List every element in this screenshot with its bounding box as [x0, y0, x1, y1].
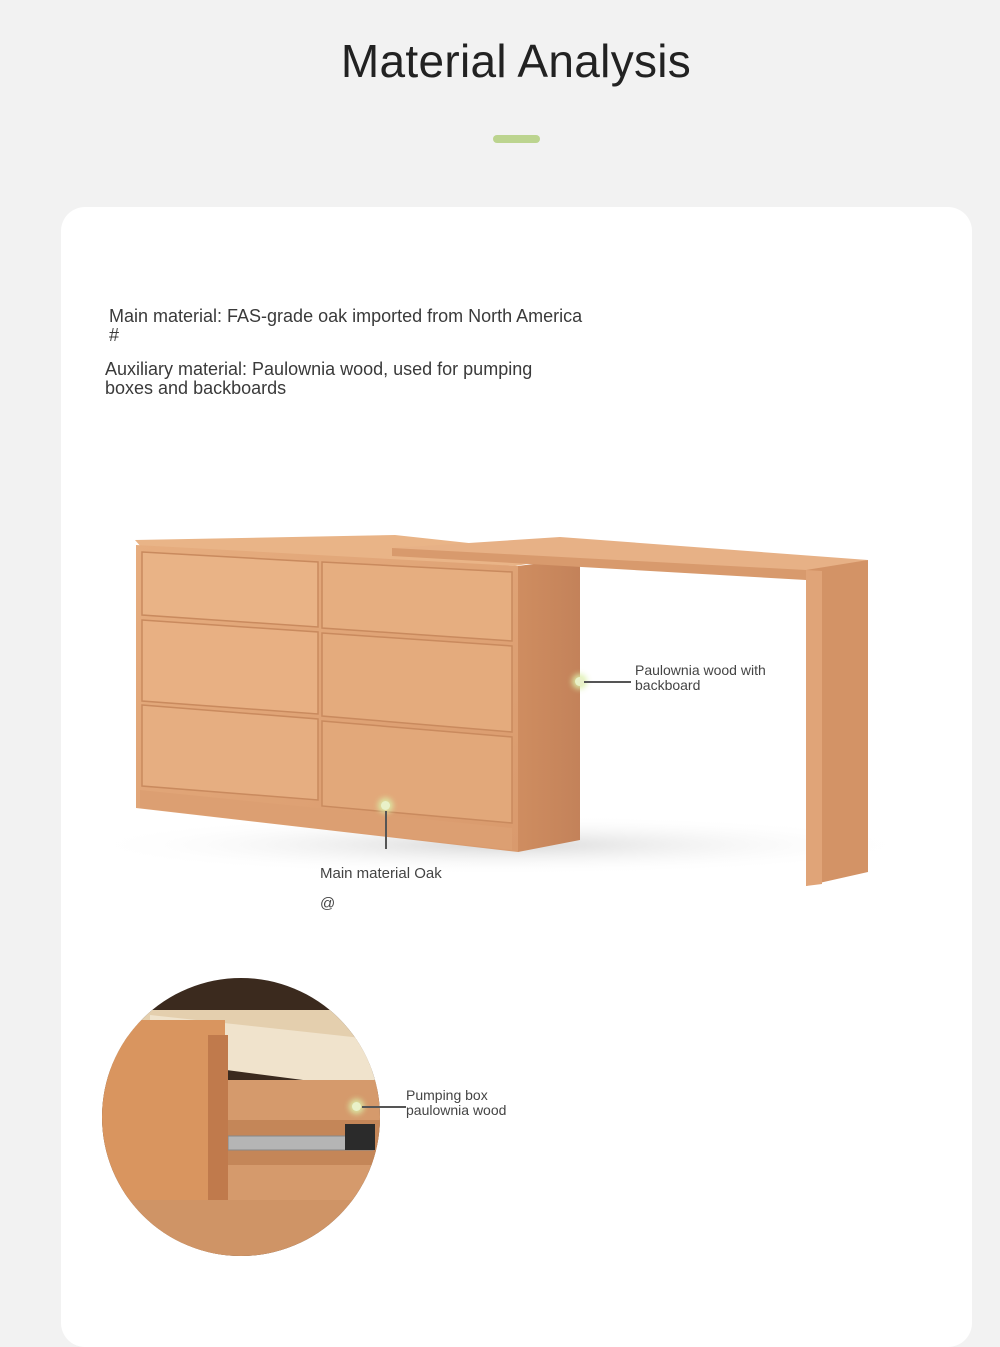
drawer-mid-right	[322, 633, 512, 732]
main-material-oak-label: Main material Oak	[320, 865, 442, 882]
auxiliary-material-text: Auxiliary material: Paulownia wood, used for pumping boxes and backboards	[105, 359, 533, 398]
page-title: Material Analysis	[340, 35, 692, 87]
drawer-top-right	[322, 562, 512, 641]
desk-leg-front	[806, 570, 822, 886]
pumping-box-marker-dot	[352, 1102, 361, 1111]
oak-marker-dot	[381, 801, 390, 810]
backboard-leader-line	[584, 681, 631, 683]
pumping-box-leader-line	[362, 1106, 406, 1108]
oak-leader-line	[385, 811, 387, 849]
drawer-bottom-left	[142, 705, 318, 800]
dresser-side	[518, 558, 580, 852]
paulownia-backboard-label: Paulownia wood with backboard	[635, 662, 766, 693]
main-material-text: Main material: FAS-grade oak imported from North America #	[109, 306, 583, 345]
drawer-detail-zoom	[100, 975, 385, 1260]
backboard-marker-dot	[575, 677, 584, 686]
pumping-box-label: Pumping box paulownia wood	[406, 1087, 507, 1118]
at-symbol-label: @	[320, 895, 336, 912]
drawer-mid-left	[142, 620, 318, 714]
drawer-top-left	[142, 552, 318, 627]
drawer-bottom-right	[322, 721, 512, 823]
drawer-fronts	[142, 552, 512, 823]
